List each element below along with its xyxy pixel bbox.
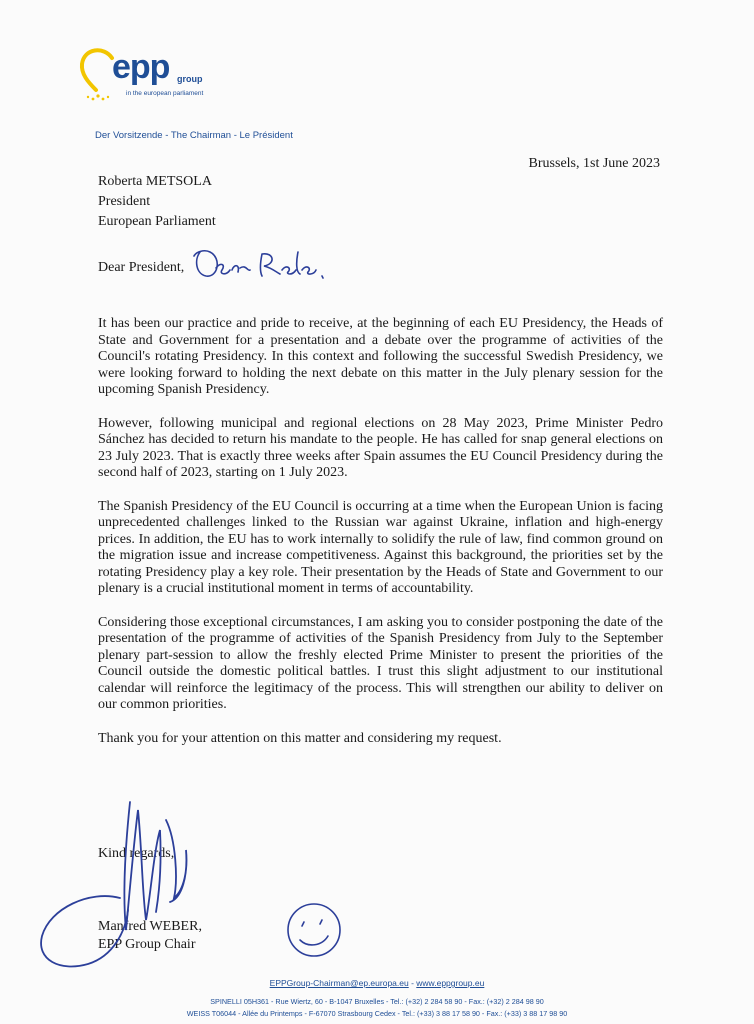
signatory-name: Manfred WEBER,	[98, 919, 202, 934]
logo-group-label: group	[177, 74, 203, 84]
logo-subtitle: in the european parliament	[126, 90, 204, 97]
body-paragraph-2: However, following municipal and regional elections on 28 May 2023, Prime Minister Pedro Sánchez has decided to return his mandate to the people. He has called for snap general elections on 23 July 2023. That is exactly three weeks after Spain assumes the EU Council Presidency during the second half of 2023, starting on 1 July 2023.	[98, 415, 663, 480]
body-paragraph-5: Thank you for your attention on this matter and considering my request.	[98, 730, 502, 746]
recipient-institution: European Parliament	[98, 214, 216, 229]
closing: Kind regards,	[98, 846, 175, 861]
footer-links	[0, 978, 754, 988]
letter-body	[98, 316, 663, 764]
footer-address-brussels: SPINELLI 05H361 - Rue Wiertz, 60 - B-1047 Bruxelles - Tel.: (+32) 2 284 58 90 - Fax.: (+32) 2 284 98 90	[210, 997, 544, 1006]
signatory-title: EPP Group Chair	[98, 937, 196, 952]
recipient-name: Roberta METSOLA	[98, 174, 212, 189]
body-paragraph-4: Considering those exceptional circumstances, I am asking you to consider postponing the date of the presentation of the programme of activities of the Spanish Presidency from July to the September plenary part-session to allow the freshly elected Prime Minister to present the priorities of the Council outside the domestic political battles. I trust this slight adjustment to our institutional calendar will reinforce the legitimacy of the process. This will strengthen our ability to deliver on our common priorities.	[98, 614, 663, 712]
logo-word: epp	[112, 48, 170, 86]
body-paragraph-1: It has been our practice and pride to receive, at the beginning of each EU Presidency, the Heads of State and Government for a presentation and a debate over the programme of activities of the Council's rotating Presidency. In this context and following the successful Swedish Presidency, we were looking forward to holding the next debate on this matter in the July plenary session for the upcoming Spanish Presidency.	[98, 316, 663, 397]
handwritten-signature	[30, 780, 360, 980]
body-paragraph-3: The Spanish Presidency of the EU Council is occurring at a time when the European Union is facing unprecedented challenges linked to the Russian war against Ukraine, inflation and high-energy prices. In addition, the EU has to work internally to solidify the rule of law, find common ground on the migration issue and increase competitiveness. Against this background, the priorities set by the rotating Presidency play a key role. Their presentation by the Heads of State and Government to our plenary is a crucial institutional moment in terms of accountability.	[98, 498, 663, 596]
recipient-address	[98, 172, 216, 232]
footer-address-strasbourg: WEISS T06044 - Allée du Printemps - F-67070 Strasbourg Cedex - Tel.: (+33) 3 88 17 58 90 - Fax.: (+33) 3 88 17 98 90	[186, 1009, 568, 1018]
epp-group-logo	[78, 44, 208, 108]
chairman-line: Der Vorsitzende - The Chairman - Le Président	[95, 130, 293, 141]
footer-email-link[interactable]: EPPGroup-Chairman@ep.europa.eu	[269, 978, 409, 988]
footer-website-link[interactable]: www.eppgroup.eu	[416, 978, 485, 988]
handwritten-greeting-signature	[188, 240, 338, 290]
salutation: Dear President,	[98, 260, 185, 275]
recipient-title: President	[98, 194, 151, 209]
letter-date: Brussels, 1st June 2023	[528, 156, 660, 171]
footer-separator: -	[408, 978, 417, 988]
